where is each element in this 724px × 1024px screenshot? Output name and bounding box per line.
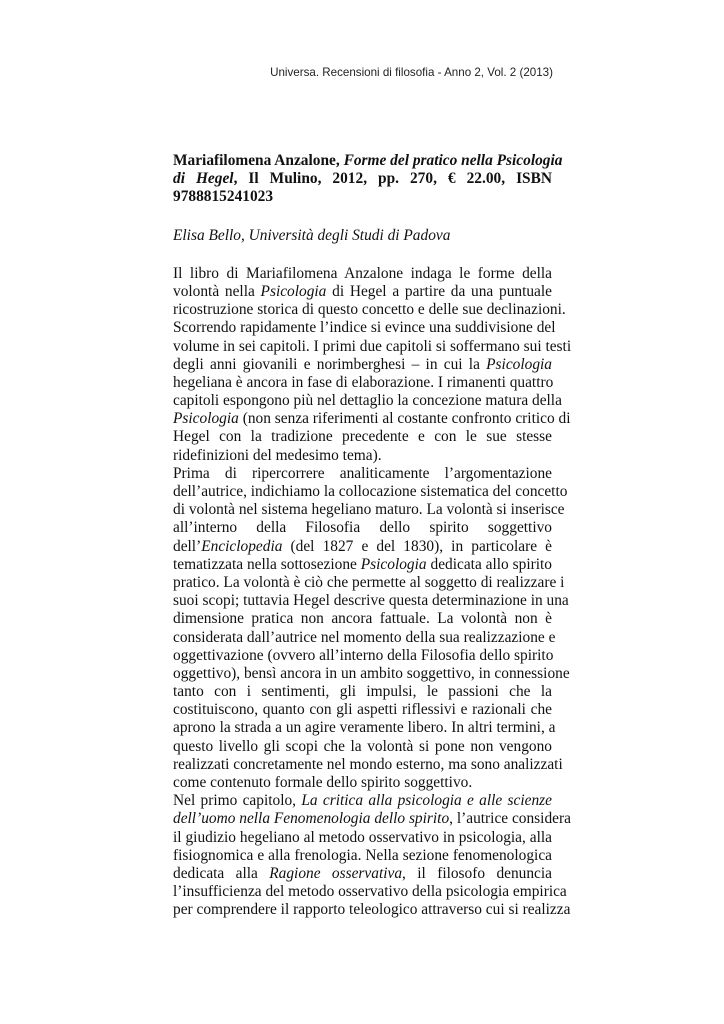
text-line: pratico. La volontà è ciò che permette al soggetto di realizzare i: [173, 573, 565, 591]
text-line: dedicata alla Ragione osservativa, il filosofo denuncia: [173, 864, 552, 882]
text-line: Scorrendo rapidamente l’indice si evince una suddivisione del: [173, 319, 556, 337]
text-line: l’insufficienza del metodo osservativo della psicologia empirica: [173, 883, 567, 901]
paragraph-1: [173, 264, 572, 465]
text-line: aprono la strada a un agire veramente libero. In altri termini, a: [173, 719, 556, 737]
title-line: [173, 170, 552, 188]
paragraph-2: [173, 464, 570, 792]
text-line: degli anni giovanili e norimberghesi – in cui la Psicologia: [173, 355, 552, 373]
text-line: fisiognomica e alla frenologia. Nella sezione fenomenologica: [173, 846, 552, 864]
text-line: Psicologia (non senza riferimenti al costante confronto critico di: [173, 410, 571, 428]
book-title: Forme del pratico nella Psicologia: [343, 152, 563, 169]
book-author: Mariafilomena Anzalone,: [173, 152, 340, 169]
text-line: Hegel con la tradizione precedente e con le sue stesse: [173, 428, 552, 446]
text-line: di volontà nel sistema hegeliano maturo. La volontà si inserisce: [173, 501, 565, 519]
text-line: come contenuto formale dello spirito soggettivo.: [173, 774, 473, 791]
text-line: dimensione pratica non ancora fattuale. La volontà non è: [173, 610, 552, 628]
isbn: 9788815241023: [173, 188, 274, 206]
text-line: costituiscono, quanto con gli aspetti riflessivi e razionali che: [173, 701, 552, 719]
text-line: hegeliana è ancora in fase di elaborazione. I rimanenti quattro: [173, 373, 554, 391]
text-line: Prima di ripercorrere analiticamente l’argomentazione: [173, 464, 552, 482]
text-line: dell’Enciclopedia (del 1827 e del 1830), in particolare è: [173, 537, 552, 555]
title-line: [173, 152, 563, 170]
text-line: tanto con i sentimenti, gli impulsi, le passioni che la: [173, 683, 552, 701]
text-line: considerata dall’autrice nel momento della sua realizzazione e: [173, 628, 556, 646]
text-line: il giudizio hegeliano al metodo osservativo in psicologia, alla: [173, 828, 552, 846]
text-line: suoi scopi; tuttavia Hegel descrive questa determinazione in una: [173, 592, 569, 610]
text-line: ricostruzione storica di questo concetto e delle sue declinazioni.: [173, 301, 566, 319]
text-line: realizzati concretamente nel mondo esterno, ma sono analizzati: [173, 755, 563, 773]
text-line: volontà nella Psicologia di Hegel a partire da una puntuale: [173, 282, 552, 300]
running-header: Universa. Recensioni di filosofia - Anno 2, Vol. 2 (2013): [270, 66, 553, 79]
paragraph-3: [173, 792, 571, 919]
book-title-cont: di Hegel: [173, 170, 234, 188]
text-line: capitoli espongono più nel dettaglio la concezione matura della: [173, 392, 562, 410]
text-line: questo livello gli scopi che la volontà si pone non vengono: [173, 737, 552, 755]
text-line: ridefinizioni del medesimo tema).: [173, 446, 382, 464]
reviewer: [173, 227, 552, 245]
text-line: Il libro di Mariafilomena Anzalone indaga le forme della: [173, 264, 552, 282]
review-article: [173, 152, 572, 920]
text-line: dell’uomo nella Fenomenologia dello spirito, l’autrice considera: [173, 810, 571, 828]
text-line: per comprendere il rapporto teleologico attraverso cui si realizza: [173, 901, 571, 919]
text-line: tematizzata nella sottosezione Psicologia dedicata allo spirito: [173, 555, 552, 573]
text-line: all’interno della Filosofia dello spirito soggettivo: [173, 519, 552, 537]
review-title: [173, 152, 563, 207]
reviewer-name: Elisa Bello, Università degli Studi di Padova: [173, 226, 451, 244]
publication-info: , Il Mulino, 2012, pp. 270, € 22.00, ISBN: [233, 170, 552, 188]
text-line: oggettivo), bensì ancora in un ambito soggettivo, in connessione: [173, 664, 570, 682]
text-line: oggettivazione (ovvero all’interno della Filosofia dello spirito: [173, 646, 554, 664]
text-line: Nel primo capitolo, La critica alla psicologia e alle scienze: [173, 792, 553, 810]
text-line: volume in sei capitoli. I primi due capitoli si soffermano sui testi: [173, 337, 572, 355]
text-line: dell’autrice, indichiamo la collocazione sistematica del concetto: [173, 483, 568, 500]
